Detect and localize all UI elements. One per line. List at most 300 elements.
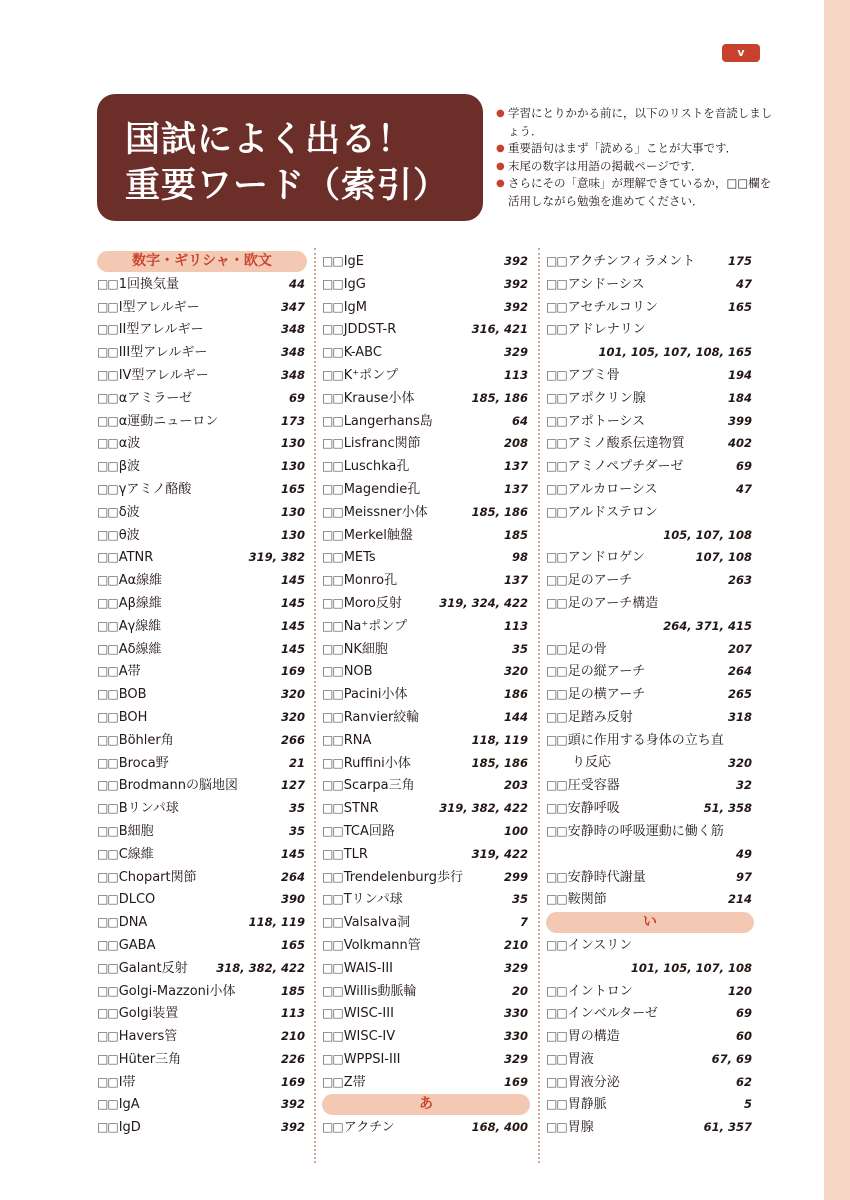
checkbox-pair[interactable]: □□ [546, 254, 567, 268]
checkbox-pair[interactable]: □□ [97, 367, 118, 382]
entry-term: IgM [343, 299, 367, 315]
entry-term: I帯 [118, 1074, 136, 1090]
entry-pages: 184 [727, 390, 752, 405]
entry-pages: 118, 119 [471, 732, 528, 747]
index-entry [546, 318, 754, 341]
checkbox-pair[interactable]: □□ [322, 254, 343, 268]
index-entry [322, 752, 530, 775]
checkbox-pair[interactable]: □□ [322, 367, 343, 382]
entry-pages: 169 [503, 1074, 528, 1089]
index-entry [546, 660, 754, 683]
checkbox-pair[interactable]: □□ [322, 413, 343, 428]
entry-term: Meissner小体 [343, 504, 428, 520]
checkbox-pair[interactable]: □□ [97, 1006, 118, 1021]
entry-term: Brodmannの脳地図 [118, 778, 238, 794]
entry-pages: 210 [503, 937, 528, 952]
checkbox-pair[interactable]: □□ [546, 1097, 567, 1112]
entry-pages: 392 [503, 299, 528, 314]
index-entry [97, 752, 307, 775]
entry-pages: 329 [503, 960, 528, 975]
index-entry [97, 888, 307, 911]
entry-term: TLR [343, 846, 368, 862]
entry-pages-continued [546, 843, 754, 866]
checkbox-pair[interactable]: □□ [546, 390, 567, 405]
title-line-2: 重要ワード（索引） [125, 166, 450, 206]
index-entry [322, 660, 530, 683]
entry-term: 足のアーチ構造 [567, 595, 659, 611]
entry-pages: 392 [503, 254, 528, 268]
entry-pages: 145 [280, 641, 305, 656]
bullet-icon: ● [496, 160, 505, 172]
section-header [546, 911, 754, 934]
index-entry [322, 1002, 530, 1025]
index-entry [97, 660, 307, 683]
checkbox-pair[interactable]: □□ [546, 573, 567, 588]
entry-pages: 319, 382 [248, 550, 305, 565]
entry-pages: 402 [727, 436, 752, 451]
entry-pages: 145 [280, 573, 305, 588]
checkbox-pair[interactable]: □□ [322, 345, 343, 360]
entry-pages: 127 [280, 778, 305, 793]
entry-pages: 49 [735, 846, 752, 861]
entry-term: K-ABC [343, 345, 382, 361]
entry-term: I型アレルギー [118, 299, 200, 315]
checkbox-pair[interactable]: □□ [546, 322, 567, 337]
entry-pages: 32 [735, 778, 752, 793]
checkbox-pair[interactable]: □□ [97, 687, 118, 702]
entry-pages: 392 [280, 1097, 305, 1112]
entry-term: II型アレルギー [118, 322, 204, 338]
entry-pages: 175 [727, 254, 752, 268]
checkbox-pair[interactable]: □□ [546, 869, 567, 884]
entry-term: METs [343, 550, 376, 566]
section-header-label: あ [322, 1094, 530, 1115]
checkbox-pair[interactable]: □□ [97, 390, 118, 405]
checkbox-pair[interactable]: □□ [322, 573, 343, 588]
checkbox-pair[interactable]: □□ [97, 1051, 118, 1066]
checkbox-pair[interactable]: □□ [322, 322, 343, 337]
checkbox-pair[interactable]: □□ [97, 504, 118, 519]
index-entry [322, 615, 530, 638]
entry-term: Lisfranc関節 [343, 436, 421, 452]
entry-pages: 169 [280, 1074, 305, 1089]
checkbox-pair[interactable]: □□ [97, 322, 118, 337]
note-item: ● さらにその「意味」が理解できているか，□□欄を活用しながら勉強を進めてください． [496, 176, 772, 208]
checkbox-pair[interactable]: □□ [546, 1074, 567, 1089]
checkbox-pair[interactable]: □□ [322, 960, 343, 975]
checkbox-pair[interactable]: □□ [97, 801, 118, 816]
entry-term: Bリンパ球 [118, 801, 179, 817]
entry-pages: 97 [735, 869, 752, 884]
index-entry [546, 296, 754, 319]
entry-pages: 320 [503, 664, 528, 679]
index-entry [322, 774, 530, 797]
index-entry [97, 364, 307, 387]
checkbox-pair[interactable]: □□ [97, 709, 118, 724]
entry-term: IV型アレルギー [118, 367, 209, 383]
entry-pages: 120 [727, 983, 752, 998]
index-entry [97, 820, 307, 843]
checkbox-pair[interactable]: □□ [97, 481, 118, 496]
checkbox-pair[interactable]: □□ [546, 550, 567, 565]
entry-pages: 118, 119 [248, 915, 305, 930]
index-entry [546, 638, 754, 661]
entry-term: K⁺ポンプ [343, 367, 399, 383]
checkbox-pair[interactable]: □□ [546, 778, 567, 793]
checkbox-pair[interactable]: □□ [546, 367, 567, 382]
checkbox-pair[interactable]: □□ [322, 755, 343, 770]
index-entry [97, 911, 307, 934]
entry-term: Monro孔 [343, 573, 398, 589]
entry-term: STNR [343, 801, 379, 817]
entry-term: Broca野 [118, 755, 169, 771]
index-entry [97, 569, 307, 592]
checkbox-pair[interactable]: □□ [546, 983, 567, 998]
index-entry [546, 569, 754, 592]
entry-term: Ranvier絞輪 [343, 709, 420, 725]
checkbox-pair[interactable]: □□ [97, 413, 118, 428]
checkbox-pair[interactable]: □□ [322, 915, 343, 930]
index-entry [322, 569, 530, 592]
entry-pages: 47 [735, 276, 752, 291]
checkbox-pair[interactable]: □□ [322, 618, 343, 633]
index-entry [322, 706, 530, 729]
entry-pages: 226 [280, 1051, 305, 1066]
entry-term: アドレナリン [567, 322, 646, 338]
index-entry [546, 387, 754, 410]
checkbox-pair[interactable]: □□ [97, 345, 118, 360]
index-entry [97, 341, 307, 364]
checkbox-pair[interactable]: □□ [322, 1051, 343, 1066]
checkbox-pair[interactable]: □□ [97, 1120, 118, 1135]
checkbox-pair[interactable]: □□ [97, 915, 118, 930]
entry-pages: 320 [280, 709, 305, 724]
index-entry [322, 683, 530, 706]
checkbox-pair[interactable]: □□ [97, 527, 118, 542]
entry-pages: 130 [280, 436, 305, 451]
checkbox-pair[interactable]: □□ [97, 1097, 118, 1112]
checkbox-pair[interactable]: □□ [97, 1029, 118, 1044]
entry-term: NOB [343, 664, 373, 680]
entry-term: 安静呼吸 [567, 801, 620, 817]
checkbox-pair[interactable]: □□ [546, 1051, 567, 1066]
checkbox-pair[interactable]: □□ [546, 823, 567, 838]
entry-term: 胃液分泌 [567, 1074, 620, 1090]
index-entry [546, 1093, 754, 1116]
index-entry [546, 1025, 754, 1048]
entry-term: Valsalva洞 [343, 915, 411, 931]
entry-term: 足のアーチ [567, 573, 633, 589]
checkbox-pair[interactable]: □□ [97, 595, 118, 610]
entry-pages: 20 [511, 983, 528, 998]
checkbox-pair[interactable]: □□ [322, 481, 343, 496]
entry-term: アブミ骨 [567, 367, 620, 383]
checkbox-pair[interactable]: □□ [97, 641, 118, 656]
entry-pages: 165 [727, 299, 752, 314]
entry-pages: 130 [280, 504, 305, 519]
entry-term: Aγ線維 [118, 618, 162, 634]
checkbox-pair[interactable]: □□ [322, 869, 343, 884]
checkbox-pair[interactable]: □□ [97, 960, 118, 975]
checkbox-pair[interactable]: □□ [322, 709, 343, 724]
entry-term: 足踏み反射 [567, 709, 633, 725]
entry-pages-continued [546, 524, 754, 547]
entry-pages: 265 [727, 687, 752, 702]
entry-pages: 101, 105, 107, 108, 165 [598, 345, 752, 360]
entry-pages: 264 [280, 869, 305, 884]
checkbox-pair[interactable]: □□ [322, 983, 343, 998]
entry-pages: 113 [503, 618, 528, 633]
checkbox-pair[interactable]: □□ [322, 937, 343, 952]
entry-pages: 318 [727, 709, 752, 724]
entry-pages: 263 [727, 573, 752, 588]
checkbox-pair[interactable]: □□ [97, 618, 118, 633]
checkbox-pair[interactable]: □□ [322, 641, 343, 656]
entry-term: インベルターゼ [567, 1006, 658, 1022]
checkbox-pair[interactable]: □□ [322, 687, 343, 702]
entry-pages: 320 [727, 755, 752, 770]
index-entry [322, 592, 530, 615]
checkbox-pair[interactable]: □□ [322, 299, 343, 314]
checkbox-pair[interactable]: □□ [322, 276, 343, 291]
checkbox-pair[interactable]: □□ [546, 937, 567, 952]
checkbox-pair[interactable]: □□ [322, 527, 343, 542]
entry-term: Pacini小体 [343, 687, 408, 703]
checkbox-pair[interactable]: □□ [546, 595, 567, 610]
checkbox-pair[interactable]: □□ [97, 937, 118, 952]
checkbox-pair[interactable]: □□ [322, 390, 343, 405]
entry-term: アシドーシス [567, 276, 645, 292]
entry-term: Golgi装置 [118, 1006, 179, 1022]
checkbox-pair[interactable]: □□ [546, 732, 567, 747]
entry-pages: 105, 107, 108 [663, 527, 752, 542]
index-entry [546, 888, 754, 911]
entry-pages: 318, 382, 422 [216, 960, 305, 975]
checkbox-pair[interactable]: □□ [322, 892, 343, 907]
entry-term: Volkmann管 [343, 937, 421, 953]
index-entry [97, 296, 307, 319]
entry-pages: 210 [280, 1029, 305, 1044]
index-entry [97, 318, 307, 341]
checkbox-pair[interactable]: □□ [97, 755, 118, 770]
checkbox-pair[interactable]: □□ [546, 436, 567, 451]
entry-pages: 347 [280, 299, 305, 314]
entry-pages: 100 [503, 823, 528, 838]
checkbox-pair[interactable]: □□ [97, 436, 118, 451]
entry-term: 圧受容器 [567, 778, 620, 794]
checkbox-pair[interactable]: □□ [546, 1029, 567, 1044]
checkbox-pair[interactable]: □□ [546, 299, 567, 314]
entry-term: IgA [118, 1097, 140, 1113]
entry-term: αアミラーゼ [118, 390, 192, 406]
checkbox-pair[interactable]: □□ [97, 732, 118, 747]
entry-term: イントロン [567, 983, 633, 999]
entry-term: 胃静脈 [567, 1097, 607, 1113]
index-entry [97, 1048, 307, 1071]
entry-pages: 392 [280, 1120, 305, 1135]
checkbox-pair[interactable]: □□ [322, 1120, 343, 1135]
index-column-2 [322, 250, 530, 1139]
entry-term: RNA [343, 732, 372, 748]
entry-pages: 67, 69 [711, 1051, 752, 1066]
entry-pages: 137 [503, 481, 528, 496]
checkbox-pair[interactable]: □□ [97, 459, 118, 474]
checkbox-pair[interactable]: □□ [546, 1006, 567, 1021]
column-divider [538, 248, 540, 1163]
index-entry [546, 410, 754, 433]
checkbox-pair[interactable]: □□ [322, 732, 343, 747]
entry-pages: 61, 357 [703, 1120, 752, 1135]
index-entry [97, 797, 307, 820]
note-item: ● 学習にとりかかる前に，以下のリストを音読しましょう． [496, 106, 773, 138]
entry-pages: 348 [280, 322, 305, 337]
checkbox-pair[interactable]: □□ [322, 778, 343, 793]
checkbox-pair[interactable]: □□ [322, 459, 343, 474]
checkbox-pair[interactable]: □□ [322, 1029, 343, 1044]
checkbox-pair[interactable]: □□ [97, 299, 118, 314]
entry-term: Willis動脈輪 [343, 983, 417, 999]
entry-pages: 165 [280, 481, 305, 496]
index-entry [322, 410, 530, 433]
note-item: ● 重要語句はまず「読める」ことが大事です． [496, 140, 776, 158]
checkbox-pair[interactable]: □□ [546, 413, 567, 428]
index-entry [97, 1093, 307, 1116]
entry-term: Hüter三角 [118, 1051, 182, 1067]
index-entry [97, 957, 307, 980]
checkbox-pair[interactable]: □□ [546, 892, 567, 907]
index-entry [546, 729, 754, 752]
index-entry [322, 546, 530, 569]
entry-term: TCA回路 [343, 823, 395, 839]
entry-term: アセチルコリン [567, 299, 658, 315]
checkbox-pair[interactable]: □□ [322, 664, 343, 679]
checkbox-pair[interactable]: □□ [97, 846, 118, 861]
entry-pages-continued [546, 615, 754, 638]
index-entry [97, 478, 307, 501]
bullet-icon: ● [496, 178, 505, 189]
checkbox-pair[interactable]: □□ [322, 595, 343, 610]
entry-pages: 98 [511, 550, 528, 565]
entry-pages: 392 [503, 276, 528, 291]
checkbox-pair[interactable]: □□ [97, 573, 118, 588]
section-header [322, 1093, 530, 1116]
checkbox-pair[interactable]: □□ [546, 276, 567, 291]
entry-pages: 264 [727, 664, 752, 679]
entry-term: Luschka孔 [343, 459, 410, 475]
entry-pages-continued [546, 957, 754, 980]
checkbox-pair[interactable]: □□ [97, 276, 118, 291]
checkbox-pair[interactable]: □□ [322, 1074, 343, 1089]
index-entry [322, 1071, 530, 1094]
checkbox-pair[interactable]: □□ [97, 983, 118, 998]
checkbox-pair[interactable]: □□ [546, 459, 567, 474]
checkbox-pair[interactable]: □□ [322, 504, 343, 519]
checkbox-pair[interactable]: □□ [97, 892, 118, 907]
entry-pages: 145 [280, 595, 305, 610]
checkbox-pair[interactable]: □□ [97, 823, 118, 838]
entry-term: IgG [343, 276, 366, 292]
checkbox-pair[interactable]: □□ [546, 641, 567, 656]
checkbox-pair[interactable]: □□ [97, 869, 118, 884]
usage-notes [496, 105, 776, 210]
checkbox-pair[interactable]: □□ [546, 504, 567, 519]
entry-term: 胃の構造 [567, 1029, 620, 1045]
index-entry [546, 364, 754, 387]
entry-term: DLCO [118, 892, 156, 908]
entry-pages: 69 [735, 1006, 752, 1021]
index-entry [322, 273, 530, 296]
checkbox-pair[interactable]: □□ [322, 436, 343, 451]
checkbox-pair[interactable]: □□ [546, 709, 567, 724]
entry-term: 足の骨 [567, 641, 607, 657]
entry-pages: 35 [511, 641, 528, 656]
entry-term: ATNR [118, 550, 154, 566]
entry-pages: 47 [735, 481, 752, 496]
entry-term: アクチンフィラメント [567, 254, 696, 269]
checkbox-pair[interactable]: □□ [322, 550, 343, 565]
checkbox-pair[interactable]: □□ [546, 687, 567, 702]
entry-term: δ波 [118, 504, 140, 520]
entry-pages: 168, 400 [471, 1120, 528, 1135]
index-entry [97, 273, 307, 296]
index-entry [322, 797, 530, 820]
entry-pages: 165 [280, 937, 305, 952]
entry-pages: 185, 186 [471, 755, 528, 770]
entry-pages: 207 [727, 641, 752, 656]
checkbox-pair[interactable]: □□ [546, 801, 567, 816]
entry-pages: 44 [288, 276, 305, 291]
entry-term: Tリンパ球 [343, 892, 403, 908]
index-entry [546, 432, 754, 455]
checkbox-pair[interactable]: □□ [97, 1074, 118, 1089]
index-entry [97, 524, 307, 547]
index-entry [97, 1025, 307, 1048]
index-column-3 [546, 250, 754, 1139]
index-entry [97, 615, 307, 638]
checkbox-pair[interactable]: □□ [322, 823, 343, 838]
entry-term: Magendie孔 [343, 481, 421, 497]
checkbox-pair[interactable]: □□ [97, 550, 118, 565]
index-entry [97, 1116, 307, 1139]
index-entry [546, 980, 754, 1003]
entry-pages: 137 [503, 459, 528, 474]
index-entry [322, 501, 530, 524]
entry-term: Z帯 [343, 1074, 366, 1090]
index-entry [322, 957, 530, 980]
entry-pages: 319, 382, 422 [439, 801, 528, 816]
checkbox-pair[interactable]: □□ [546, 1120, 567, 1135]
index-entry [97, 729, 307, 752]
entry-pages: 330 [503, 1006, 528, 1021]
checkbox-pair[interactable]: □□ [97, 778, 118, 793]
entry-pages: 21 [288, 755, 305, 770]
entry-term: 1回換気量 [118, 276, 179, 292]
checkbox-pair[interactable]: □□ [546, 481, 567, 496]
checkbox-pair[interactable]: □□ [322, 846, 343, 861]
index-entry [322, 341, 530, 364]
index-entry [322, 843, 530, 866]
checkbox-pair[interactable]: □□ [546, 664, 567, 679]
column-divider [314, 248, 316, 1163]
entry-pages: 214 [727, 892, 752, 907]
entry-pages: 320 [280, 687, 305, 702]
checkbox-pair[interactable]: □□ [322, 1006, 343, 1021]
entry-pages: 173 [280, 413, 305, 428]
checkbox-pair[interactable]: □□ [97, 664, 118, 679]
checkbox-pair[interactable]: □□ [322, 801, 343, 816]
entry-term: 足の横アーチ [567, 687, 646, 703]
entry-pages: 319, 422 [471, 846, 528, 861]
